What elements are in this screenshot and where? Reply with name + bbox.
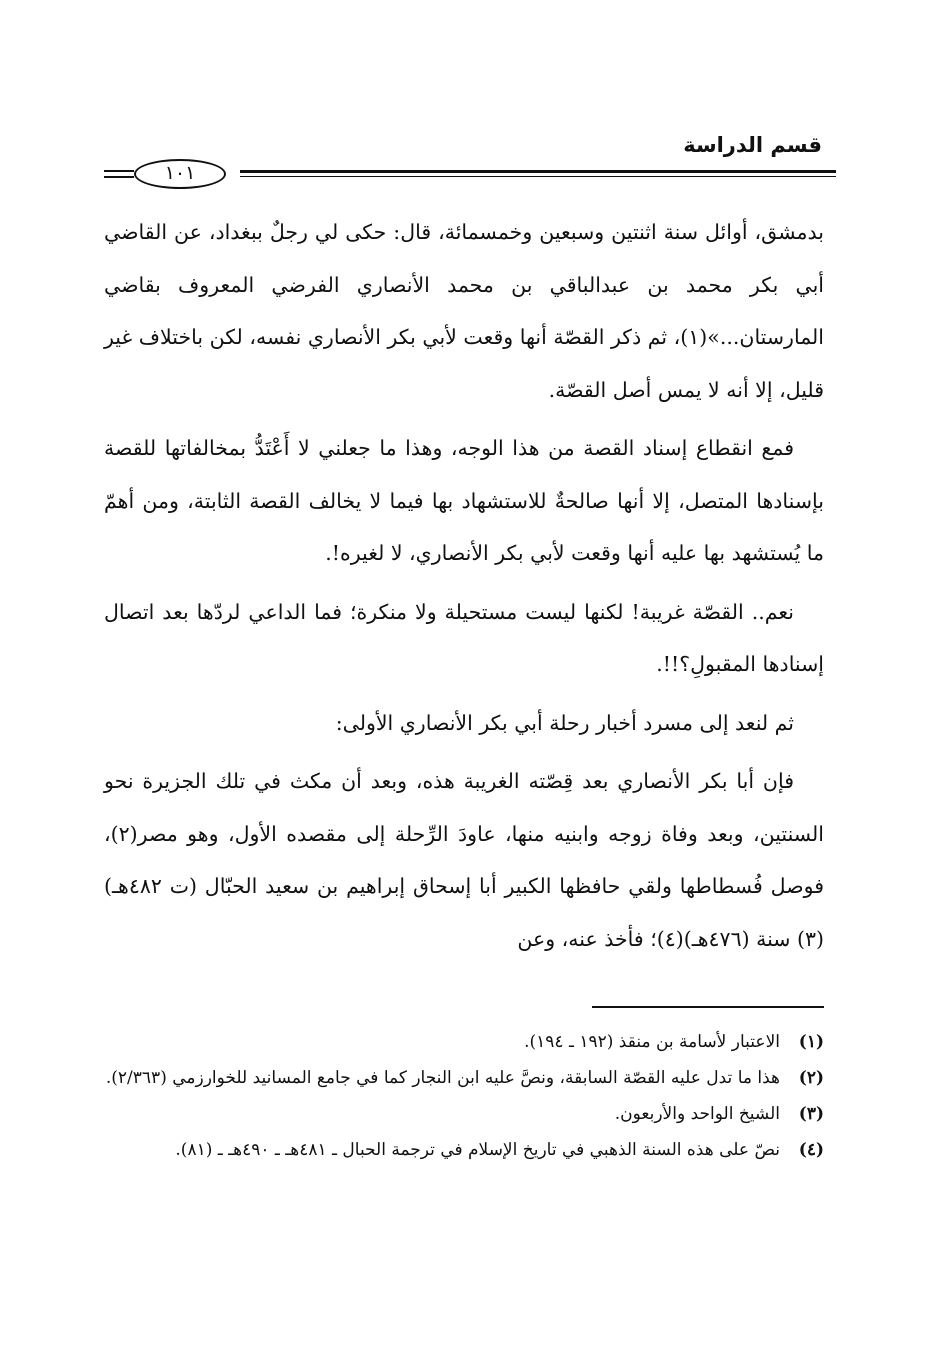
paragraph: ثم لنعد إلى مسرد أخبار رحلة أبي بكر الأنصاري الأولى: <box>335 710 794 735</box>
footnote-text: الاعتبار لأسامة بن منقذ (١٩٢ ـ ١٩٤). <box>524 1032 780 1052</box>
header-rule-left-segment-2 <box>104 176 134 178</box>
page-number: ١٠١ <box>134 159 226 189</box>
footnotes <box>104 1027 824 1171</box>
header-rule-thick <box>240 170 836 173</box>
footnote <box>104 1027 824 1057</box>
paragraph: نعم.. القصّة غريبة! لكنها ليست مستحيلة ولا منكرة؛ فما الداعي لردّها بعد اتصال إسنادها المقبولِ؟!!. <box>104 599 824 676</box>
main-text <box>104 206 824 971</box>
footnote-number: (١) <box>798 1032 824 1052</box>
footnote-number: (٤) <box>798 1140 824 1160</box>
footnote-text: الشيخ الواحد والأربعون. <box>614 1104 780 1124</box>
paragraph: بدمشق، أوائل سنة اثنتين وسبعين وخمسمائة، قال: حكى لي رجلٌ ببغداد، عن القاضي أبي بكر محمد بن عبدالباقي بن محمد الأنصاري الفرضي المعروف بقاضي المارستان...»(١)، ثم ذكر القصّة أنها وقعت لأبي بكر الأنصاري نفسه، لكن باختلاف غير قليل، إلا أنه لا يمس أصل القصّة. <box>104 220 824 402</box>
footnote <box>104 1063 824 1093</box>
footnote-number: (٣) <box>798 1104 824 1124</box>
footnote-text: نصّ على هذه السنة الذهبي في تاريخ الإسلام في ترجمة الحبال ـ ٤٨١هـ ـ ٤٩٠هـ ـ (٨١). <box>175 1140 780 1160</box>
running-head-title: قسم الدراسة <box>683 133 822 157</box>
footnote <box>104 1135 824 1165</box>
footnote-text: هذا ما تدل عليه القصّة السابقة، ونصَّ عليه ابن النجار كما في جامع المسانيد للخوارزمي (٢/٣٦٣). <box>105 1068 780 1088</box>
paragraph: فإن أبا بكر الأنصاري بعد قِصّته الغريبة هذه، وبعد أن مكث في تلك الجزيرة نحو السنتين، وبعد وفاة زوجه وابنيه منها، عاودَ الرِّحلة إلى مقصده الأول، وهو مصر(٢)، فوصل فُسطاطها ولقي حافظها الكبير أبا إسحاق إبراهيم بن سعيد الحبّال (ت ٤٨٢هـ)(٣) سنة (٤٧٦هـ)(٤)؛ فأخذ عنه، وعن <box>104 769 824 951</box>
header-rule-thin <box>240 176 836 177</box>
paragraph: فمع انقطاع إسناد القصة من هذا الوجه، وهذا ما جعلني لا أَعْتَدُّ بمخالفاتها للقصة بإسنادها المتصل، إلا أنها صالحةٌ للاستشهاد بها فيما لا يخالف القصة الثابتة، ومن أهمّ ما يُستشهد بها عليه أنها وقعت لأبي بكر الأنصاري، لا لغيره!. <box>104 436 824 565</box>
footnote-number: (٢) <box>798 1068 824 1088</box>
footnote <box>104 1099 824 1129</box>
footnote-separator <box>592 1006 824 1008</box>
header-rule-left-segment <box>104 170 134 172</box>
